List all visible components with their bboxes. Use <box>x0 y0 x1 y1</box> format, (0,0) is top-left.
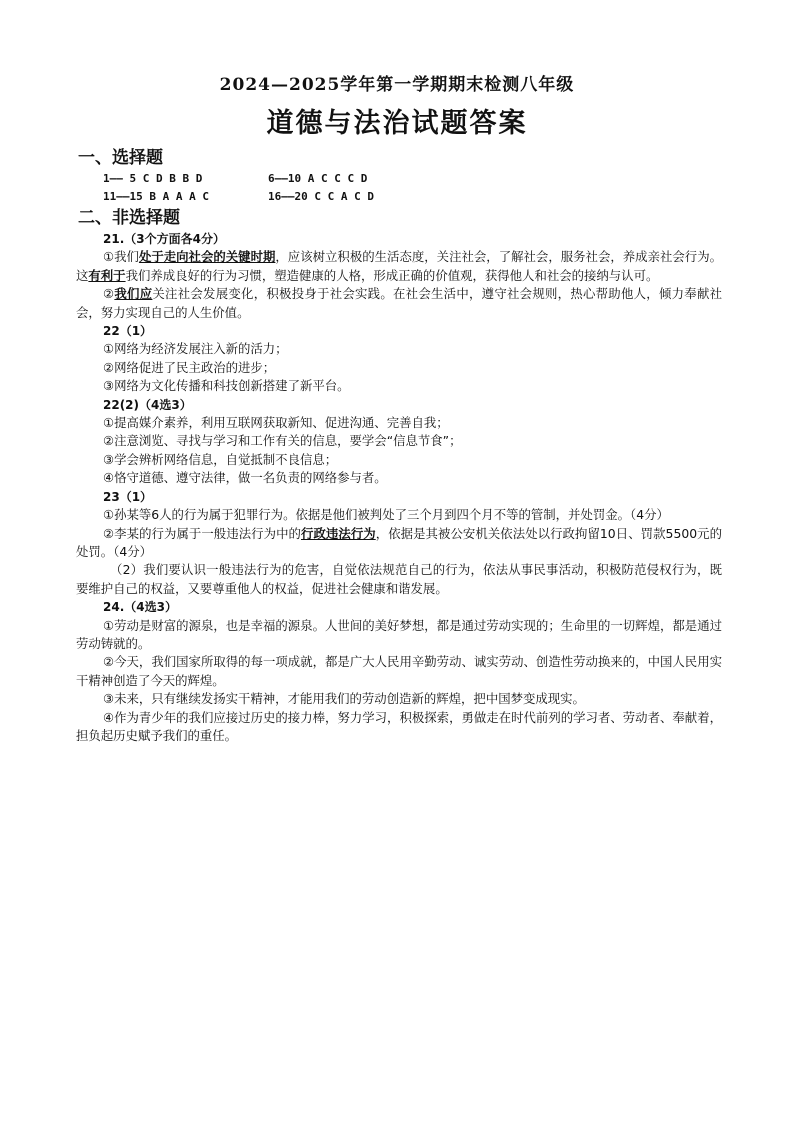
q21-paragraph-2 <box>76 285 722 322</box>
answer-content <box>76 146 722 745</box>
q22-2-heading: 22(2)（4选3） <box>103 397 192 412</box>
q24-item: ③未来，只有继续发扬实干精神，才能用我们的劳动创造新的辉煌，把中国梦变成现实。 <box>103 691 585 707</box>
choice-row-2 <box>76 188 722 206</box>
q22-1-item: ①网络为经济发展注入新的活力； <box>103 341 288 357</box>
underlined-text: 有利于 <box>88 267 126 283</box>
q22-2-item: ②注意浏览、寻找与学习和工作有关的信息，要学会“信息节食”； <box>103 433 462 449</box>
q22-1-item: ②网络促进了民主政治的进步； <box>103 359 276 375</box>
text: ，依据是其被公安机关依法处以行政拘留10日、罚款5500元的处罚。（4分） <box>76 525 723 559</box>
choice-answers-11-15: 11——15 B A A A C <box>103 190 209 203</box>
underlined-text: 行政违法行为 <box>301 525 376 541</box>
text: ② <box>103 286 115 302</box>
q23-paragraph-1: ①孙某等6人的行为属于犯罪行为。依据是他们被判处了三个月到四个月不等的管制，并处罚金。（4分） <box>103 507 669 523</box>
q21-heading: 21.（3个方面各4分） <box>103 232 225 246</box>
q24-item: ②今天，我们国家所取得的每一项成就，都是广大人民用辛勤劳动、诚实劳动、创造性劳动换来的，中国人民用实干精神创造了今天的辉煌。 <box>76 654 722 688</box>
q24-heading: 24.（4选3） <box>103 600 177 615</box>
text: 我们养成良好的行为习惯，塑造健康的人格，形成正确的价值观，获得他人和社会的接纳与认可。 <box>125 267 659 283</box>
q24-item: ④作为青少年的我们应接过历史的接力棒，努力学习，积极探索，勇做走在时代前列的学习者、劳动者、奉献着，担负起历史赋予我们的重任。 <box>76 709 722 743</box>
answer-title: 道德与法治试题答案 <box>266 108 528 139</box>
section-non-choice-title: 二、非选择题 <box>78 208 180 228</box>
choice-row-1 <box>76 170 722 188</box>
underlined-text: 处于走向社会的关键时期 <box>138 249 276 265</box>
q22-2-item: ③学会辨析网络信息，自觉抵制不良信息； <box>103 451 338 467</box>
q22-1-item: ③网络为文化传播和科技创新搭建了新平台。 <box>103 378 350 394</box>
choice-answers-16-20: 16——20 C C A C D <box>268 190 374 203</box>
q22-1-heading: 22（1） <box>103 324 153 339</box>
section-multiple-choice-title: 一、选择题 <box>78 148 163 168</box>
underlined-text: 我们应 <box>114 286 153 302</box>
q23-heading: 23（1） <box>103 489 153 504</box>
text: ①我们 <box>103 249 139 265</box>
choice-answers-6-10: 6——10 A C C C D <box>268 172 368 185</box>
q22-2-item: ①提高媒介素养，利用互联网获取新知、促进沟通、完善自我； <box>103 415 449 431</box>
q21-paragraph-1 <box>76 248 722 285</box>
q22-2-item: ④恪守道德、遵守法律，做一名负责的网络参与者。 <box>103 470 387 486</box>
q23-paragraph-3: （2）我们要认识一般违法行为的危害，自觉依法规范自己的行为，依法从事民事活动，积极防范侵权行为，既要维护自己的权益，又要尊重他人的权益，促进社会健康和谐发展。 <box>76 562 722 596</box>
text: ②李某的行为属于一般违法行为中的 <box>103 525 301 541</box>
choice-answers-1-5: 1—— 5 C D B B D <box>103 172 203 185</box>
exam-title: 2024—2025学年第一学期期末检测八年级 <box>219 75 575 95</box>
text: 关注社会发展变化，积极投身于社会实践。在社会生活中，遵守社会规则，热心帮助他人，倾力奉献社会，努力实现自己的人生价值。 <box>76 286 723 320</box>
text: ，应该树立积极的生活态度，关注社会，了解社会，服务社会，养成亲社会行为。这 <box>76 249 723 283</box>
q23-paragraph-2 <box>76 525 722 562</box>
q24-item: ①劳动是财富的源泉，也是幸福的源泉。人世间的美好梦想，都是通过劳动实现的；生命里的一切辉煌，都是通过劳动铸就的。 <box>76 617 722 651</box>
